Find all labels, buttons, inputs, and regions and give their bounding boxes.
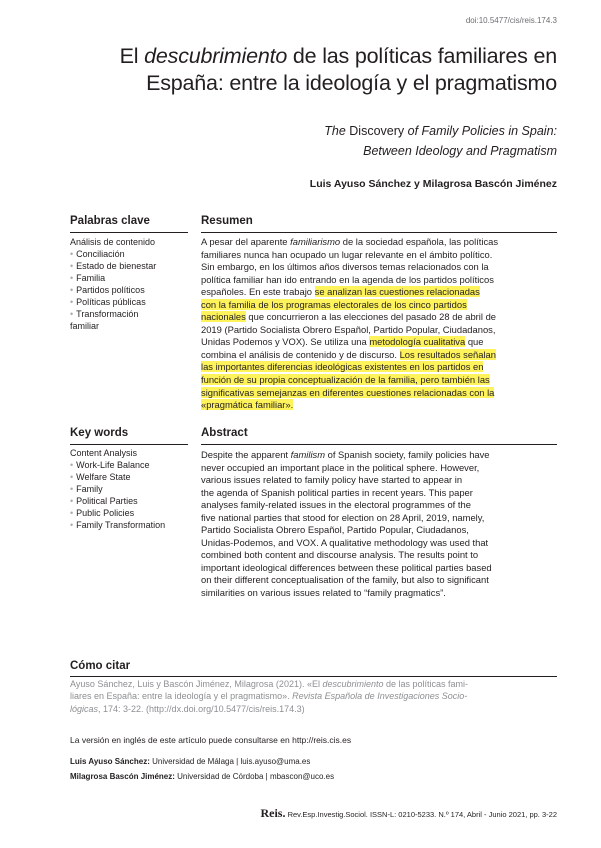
text-line bbox=[201, 299, 558, 312]
highlighted-text: función de su propia conceptualización de la familia, pero también las bbox=[201, 374, 490, 386]
keyword-item: Content Analysis bbox=[70, 448, 138, 458]
highlighted-text: «pragmática familiar». bbox=[201, 399, 294, 411]
english-title: The Discovery of Family Policies in Spain: Between Ideology and Pragmatism bbox=[324, 124, 557, 158]
text-line: familiares nunca han ocupado un lugar relevante en el ámbito político. bbox=[201, 248, 493, 260]
text-line bbox=[201, 361, 558, 374]
text-line: analyses family-related issues in the electoral programmes of the bbox=[201, 499, 471, 511]
como-citar-heading: Cómo citar bbox=[70, 660, 131, 672]
bullet-icon: • bbox=[70, 484, 74, 494]
text-line: various issues related to family policy have started to appear in bbox=[201, 474, 463, 486]
keyword-item: • Partidos políticos bbox=[70, 285, 145, 295]
bullet-icon: • bbox=[70, 273, 74, 283]
bullet-icon: • bbox=[70, 297, 74, 307]
bullet-icon: • bbox=[70, 520, 74, 530]
text-line: never occupied an important place in the political sphere. However, bbox=[201, 461, 480, 473]
text-line: on their different conceptualisation of the family, but also to significant bbox=[201, 574, 489, 586]
bullet-icon: • bbox=[70, 460, 74, 470]
text-line bbox=[201, 374, 558, 387]
affiliation-2: Milagrosa Bascón Jiménez: Universidad de Córdoba | mbascon@uco.es bbox=[70, 772, 335, 781]
keyword-item: • Political Parties bbox=[70, 496, 138, 506]
highlighted-text: se analizan las cuestiones relacionadas bbox=[314, 286, 480, 298]
keyword-item: • Políticas públicas bbox=[70, 297, 146, 307]
text-line: política familiar han ido entrando en la agenda de los partidos políticos bbox=[201, 273, 494, 285]
authors: Luis Ayuso Sánchez y Milagrosa Bascón Jiménez bbox=[309, 178, 557, 190]
title-italic-word: descubrimiento bbox=[144, 44, 288, 68]
highlighted-text: Los resultados señalan bbox=[399, 348, 496, 360]
keyword-item: familiar bbox=[70, 321, 100, 331]
text-line bbox=[201, 399, 558, 412]
resumen-heading: Resumen bbox=[201, 215, 253, 227]
keyword-item: • Work-Life Balance bbox=[70, 460, 150, 470]
text-line: nacionales que concurrieron a las elecciones del pasado 28 de abril de bbox=[201, 311, 496, 323]
key-words-heading: Key words bbox=[70, 427, 129, 439]
bullet-icon: • bbox=[70, 472, 74, 482]
divider bbox=[70, 444, 188, 445]
bullet-icon: • bbox=[70, 508, 74, 518]
abstract-text bbox=[201, 449, 558, 600]
text-line: five national parties that stood for election on 28 April, 2019, namely, bbox=[201, 511, 485, 523]
key-words-list bbox=[70, 447, 165, 531]
affiliation-1: Luis Ayuso Sánchez: Universidad de Málaga | luis.ayuso@uma.es bbox=[70, 757, 311, 766]
palabras-clave-heading: Palabras clave bbox=[70, 215, 150, 227]
palabras-clave-list bbox=[70, 236, 156, 332]
article-title: El descubrimiento de las políticas familiares en España: entre la ideología y el pragmatismo bbox=[119, 44, 557, 95]
text-line: the agenda of Spanish political parties in recent years. This paper bbox=[201, 486, 473, 498]
doi: doi:10.5477/cis/reis.174.3 bbox=[465, 16, 557, 25]
divider bbox=[70, 676, 557, 677]
text-line: Unidas Podemos y VOX). Se utiliza una metodología cualitativa que bbox=[201, 336, 484, 348]
text-line: Partido Socialista Obrero Español, Partido Popular, Ciudadanos, bbox=[201, 524, 469, 536]
text-line: important ideological differences between these political parties based bbox=[201, 561, 492, 573]
text-line: Sin embargo, en los últimos años diversos temas relacionados con la bbox=[201, 261, 489, 273]
keyword-item: • Estado de bienestar bbox=[70, 261, 157, 271]
divider bbox=[201, 232, 557, 233]
text-line: combina el análisis de contenido y de discurso. Los resultados señalan bbox=[201, 348, 496, 360]
keyword-item: • Transformación bbox=[70, 309, 139, 319]
divider bbox=[70, 232, 188, 233]
text-line: similarities on various issues related to “family pragmatics”. bbox=[201, 587, 446, 599]
text-line: españoles. En este trabajo se analizan las cuestiones relacionadas bbox=[201, 286, 480, 298]
resumen-text bbox=[201, 236, 558, 412]
keyword-item: Análisis de contenido bbox=[70, 237, 156, 247]
highlighted-text: con la familia de los programas electorales de los cinco partidos bbox=[201, 298, 467, 310]
text-line bbox=[201, 387, 558, 400]
citation-text: Ayuso Sánchez, Luis y Bascón Jiménez, Milagrosa (2021). «El descubrimiento de las políticas fami- liares en España: entre la ideología y el pragmatismo». Revista Española de Investigaciones Socio- lógicas, 174: 3-22. (http://dx.doi.org/10.5477/cis/reis.174.3) bbox=[70, 679, 469, 714]
english-version-note: La versión en inglés de este artículo puede consultarse en http://reis.cis.es bbox=[70, 735, 352, 745]
text-line: A pesar del aparente familiarismo de la sociedad española, las políticas bbox=[201, 236, 499, 247]
bullet-icon: • bbox=[70, 249, 74, 259]
keyword-item: • Family bbox=[70, 484, 103, 494]
bullet-icon: • bbox=[70, 309, 74, 319]
journal-logo: Reis. bbox=[260, 806, 286, 820]
page-footer: Reis. Rev.Esp.Investig.Sociol. ISSN-L: 0210-5233. N.º 174, Abril - Junio 2021, pp. 3-22 bbox=[260, 806, 557, 820]
highlighted-text: significativas semejanzas en diferentes cuestiones relacionadas con la bbox=[201, 386, 495, 398]
bullet-icon: • bbox=[70, 496, 74, 506]
highlighted-text: nacionales bbox=[201, 311, 246, 323]
text-line: 2019 (Partido Socialista Obrero Español, Partido Popular, Ciudadanos, bbox=[201, 323, 496, 335]
bullet-icon: • bbox=[70, 261, 74, 271]
keyword-item: • Familia bbox=[70, 273, 106, 283]
keyword-item: • Public Policies bbox=[70, 508, 135, 518]
text-line: combined both content and discourse analysis. The results point to bbox=[201, 549, 479, 561]
highlighted-text: metodología cualitativa bbox=[369, 336, 466, 348]
abstract-heading: Abstract bbox=[201, 427, 248, 439]
keyword-item: • Welfare State bbox=[70, 472, 131, 482]
bullet-icon: • bbox=[70, 285, 74, 295]
text-line: Despite the apparent familism of Spanish society, family policies have bbox=[201, 449, 490, 460]
keyword-item: • Conciliación bbox=[70, 249, 125, 259]
highlighted-text: las importantes diferencias ideológicas existentes en los partidos en bbox=[201, 361, 484, 373]
divider bbox=[201, 444, 557, 445]
text-line: Unidas-Podemos, and VOX. A qualitative methodology was used that bbox=[201, 536, 489, 548]
keyword-item: • Family Transformation bbox=[70, 520, 166, 530]
